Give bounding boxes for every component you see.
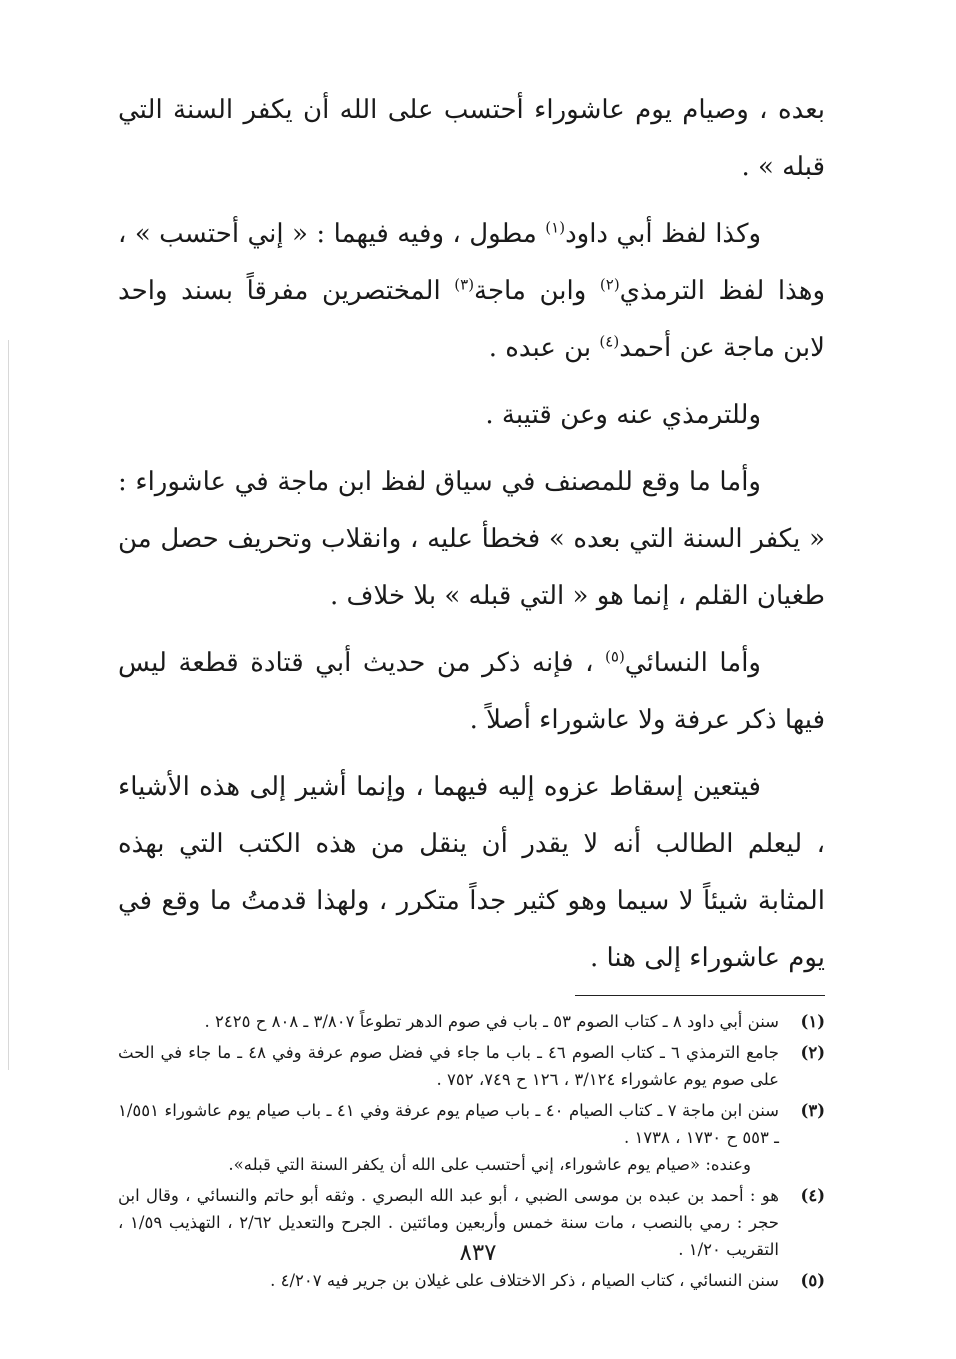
paragraph-text: بعده ، وصيام يوم عاشوراء أحتسب على الله أن يكفر السنة التي قبله » . — [118, 95, 825, 182]
main-text — [118, 82, 825, 987]
paragraph-text: وكذا لفظ أبي داود — [565, 219, 761, 249]
footnote — [118, 1267, 825, 1294]
footnote-text: سنن النسائي ، كتاب الصيام ، ذكر الاختلاف على غيلان بن جرير فيه ٤/٢٠٧ . — [270, 1271, 779, 1290]
footnote-number: (٣) — [800, 1101, 825, 1120]
footnote-ref: (٢) — [599, 275, 620, 294]
footnote-ref: (٥) — [605, 647, 625, 666]
paragraph-text: وأما ما وقع للمصنف في سياق لفظ ابن ماجة في عاشوراء : « يكفر السنة التي بعده » فخطأ عليه ، وانقلاب وتحريف حصل من طغيان القلم ، إنما هو « التي قبله » بلا خلاف . — [118, 467, 825, 611]
paragraph-text: ، فإنه ذكر من حديث أبي قتادة قطعة ليس فيها ذكر عرفة ولا عاشوراء أصلاً . — [118, 648, 825, 735]
footnote-subtext: وعنده: «صيام يوم عاشوراء، إني أحتسب على الله أن يكفر السنة التي قبله». — [228, 1155, 751, 1174]
scan-margin-line — [8, 340, 9, 1070]
footnote-ref: (٣) — [454, 275, 475, 294]
footnote — [118, 1097, 825, 1178]
footnote — [118, 1039, 825, 1093]
footnote — [118, 1008, 825, 1035]
paragraph-text: وللترمذي عنه وعن قتيبة . — [485, 400, 761, 430]
paragraph-1 — [118, 82, 825, 196]
paragraph-6 — [118, 759, 825, 987]
footnote-number: (٥) — [800, 1271, 825, 1290]
footnote-text: سنن ابن ماجة ٧ ـ كتاب الصيام ٤٠ ـ باب صيام يوم عرفة وفي ٤١ ـ باب صيام يوم عاشوراء ١/٥٥١ ـ ٥٥٣ ح ١٧٣٠ ، ١٧٣٨ . — [118, 1101, 780, 1147]
paragraph-text: بن عبده . — [488, 333, 600, 363]
footnote-ref: (١) — [545, 218, 566, 237]
paragraph-5 — [118, 635, 825, 749]
paragraph-text: مطول ، وفيه فيهما : « إني أحتسب » ، وهذا لفظ الترمذي — [118, 219, 825, 306]
paragraph-text: المختصرين مفرقاً بسند واحد لابن ماجة عن أحمد — [118, 276, 825, 363]
page-body — [118, 82, 825, 1298]
footnote-text: هو : أحمد بن عبده بن موسى الضبي ، أبو عبد الله البصري . وثقه أبو حاتم والنسائي ، وقال ابن حجر : رمي بالنصب ، مات سنة خمس وأربعين ومائتين . الجرح والتعديل ٢/٦٢ ، التهذيب ١/٥٩ ، التقريب ١/٢٠ . — [118, 1186, 779, 1259]
page-number: ٨٣٧ — [459, 1240, 497, 1266]
footnote-text: سنن أبي داود ٨ ـ كتاب الصوم ٥٣ ـ باب في صوم الدهر تطوعاً ٣/٨٠٧ ـ ٨٠٨ ح ٢٤٢٥ . — [204, 1012, 779, 1031]
footnote-ref: (٤) — [599, 332, 620, 351]
footnote-number: (٤) — [800, 1186, 825, 1205]
paragraph-text: وأما النسائي — [624, 648, 761, 678]
paragraph-text: فيتعين إسقاط عزوه إليه فيهما ، وإنما أشير إلى هذه الأشياء ، ليعلم الطالب أنه لا يقدر أن ينقل من هذه الكتب التي بهذه المثابة شيئاً لا سيما وهو كثير جداً متكرر ، ولهذا قدمتُ ما وقع في يوم عاشوراء إلى هنا . — [118, 772, 825, 973]
footnote-text: جامع الترمذي ٦ ـ كتاب الصوم ٤٦ ـ باب ما جاء في فضل صوم عرفة وفي ٤٨ ـ ما جاء في الحث على صوم يوم عاشوراء ٣/١٢٤ ، ١٢٦ ح ٧٤٩، ٧٥٢ . — [118, 1043, 779, 1089]
footnote-number: (١) — [800, 1012, 825, 1031]
paragraph-4 — [118, 454, 825, 625]
footnote-separator — [575, 995, 825, 996]
paragraph-2 — [118, 206, 825, 377]
paragraph-3 — [118, 387, 825, 444]
footnote-number: (٢) — [800, 1043, 825, 1062]
paragraph-text: وابن ماجة — [474, 276, 600, 306]
